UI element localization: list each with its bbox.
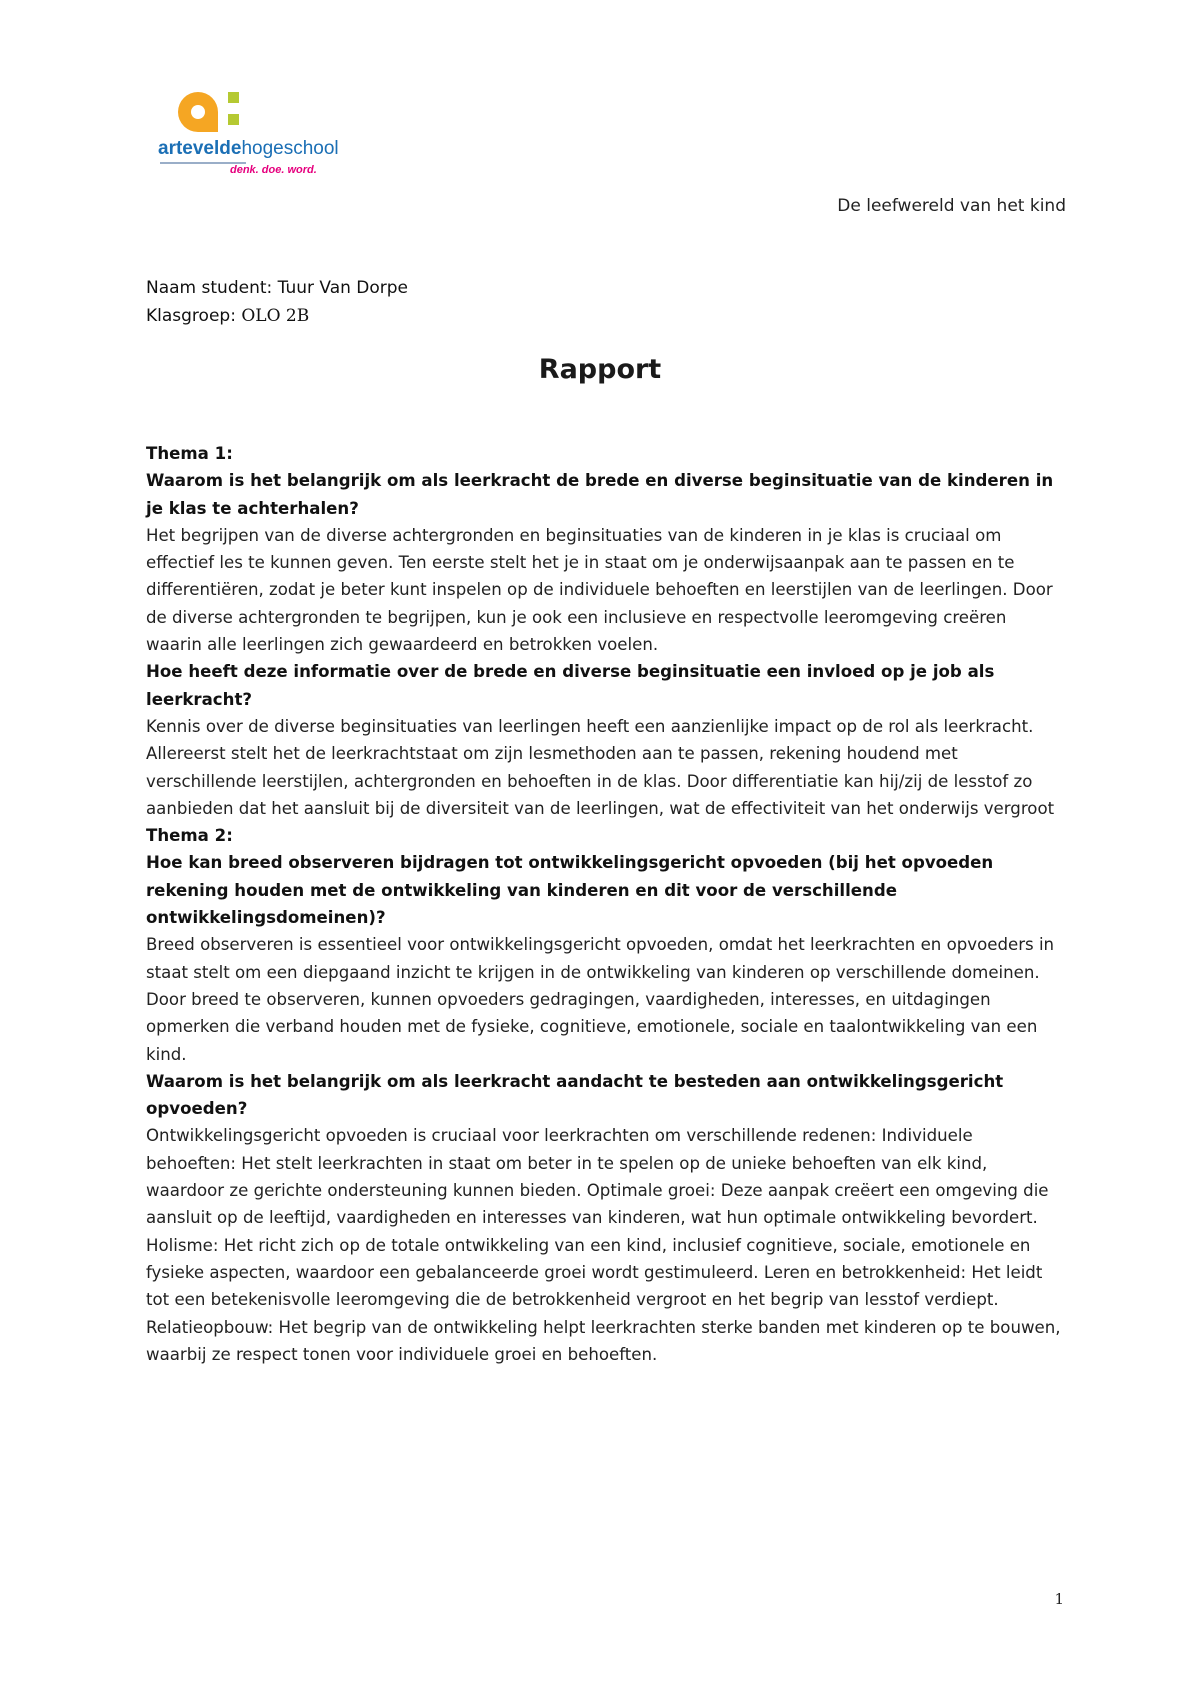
logo-name-part2: hogeschool [241,138,339,159]
question-1: Waarom is het belangrijk om als leerkracht de brede en diverse beginsituatie van de kinderen in je klas te achterhalen? [146,471,1054,518]
question-3: Hoe kan breed observeren bijdragen tot ontwikkelingsgericht opvoeden (bij het opvoeden rekening houden met de ontwikkeling van kinderen en dit voor de verschillende ontwikkelingsdomeinen)? [146,853,994,928]
artevelde-logo [158,86,348,182]
thema-2-label: Thema 2: [146,826,233,846]
class-group-label: Klasgroep: [146,306,236,326]
question-2: Hoe heeft deze informatie over de brede en diverse beginsituatie een invloed op je job als leerkracht? [146,662,995,709]
answer-3: Breed observeren is essentieel voor ontwikkelingsgericht opvoeden, omdat het leerkrachten en opvoeders in staat stelt om een diepgaand inzicht te krijgen in de ontwikkeling van kinderen op verschillende domeinen. Door breed te observeren, kunnen opvoeders gedragingen, vaardigheden, interesses, en uitdagingen opmerken die verband houden met de fysieke, cognitieve, emotionele, sociale en taalontwikkeling van een kind. [146,935,1055,1064]
student-name-line [146,274,408,302]
logo-tagline: denk. doe. word. [230,164,317,176]
student-name: Tuur Van Dorpe [277,278,409,298]
report-body [146,440,1066,1368]
thema-1-label: Thema 1: [146,444,233,463]
answer-1: Het begrijpen van de diverse achtergronden en beginsituaties van de kinderen in je klas is cruciaal om effectief les te kunnen geven. Ten eerste stelt het je in staat om je onderwijsaanpak aan te passen en te differentiëren, zodat je beter kunt inspelen op de individuele behoeften en leerstijlen van de leerlingen. Door de diverse achtergronden te begrijpen, kun je ook een inclusieve en respectvolle leeromgeving creëren waarin alle leerlingen zich gewaardeerd en betrokken voelen. [146,525,1053,655]
page-title: Rapport [538,354,662,385]
answer-4: Ontwikkelingsgericht opvoeden is cruciaal voor leerkrachten om verschillende redenen: Individuele behoeften: Het stelt leerkrachten in staat om beter in te spelen op de unieke behoeften van elk kind, waardoor ze gerichte ondersteuning kunnen bieden. Optimale groei: Deze aanpak creëert een omgeving die aansluit op de leeftijd, vaardigheden en interesses van kinderen, wat hun optimale ontwikkeling bevordert. Holisme: Het richt zich op de totale ontwikkeling van een kind, inclusief cognitieve, sociale, emotionele en fysieke aspecten, waardoor een gebalanceerde groei wordt gestimuleerd. Leren en betrokkenheid: Het leidt tot een betekenisvolle leeromgeving die de betrokkenheid vergroot en het begrip van lesstof verdiept. Relatieopbouw: Het begrip van de ontwikkeling helpt leerkrachten sterke banden met kinderen op te bouwen, waarbij ze respect tonen voor individuele groei en behoeften. [146,1126,1061,1364]
student-name-label: Naam student: [146,278,273,298]
answer-2: Kennis over de diverse beginsituaties van leerlingen heeft een aanzienlijke impact op de rol als leerkracht. Allereerst stelt het de leerkrachtstaat om zijn lesmethoden aan te passen, rekening houdend met verschillende leerstijlen, achtergronden en behoeften in de klas. Door differentiatie kan hij/zij de lesstof zo aanbieden dat het aansluit bij de diversiteit van de leerlingen, wat de effectiviteit van het onderwijs vergroot [146,716,1055,818]
question-4: Waarom is het belangrijk om als leerkracht aandacht te besteden aan ontwikkelingsgericht opvoeden? [146,1071,1004,1119]
logo-name-part1: artevelde [158,138,242,159]
course-title: De leefwereld van het kind [837,196,1066,216]
class-group-line [146,302,408,330]
class-group: OLO 2B [241,306,310,326]
page-number: 1 [1054,1590,1064,1608]
student-info [146,274,408,330]
